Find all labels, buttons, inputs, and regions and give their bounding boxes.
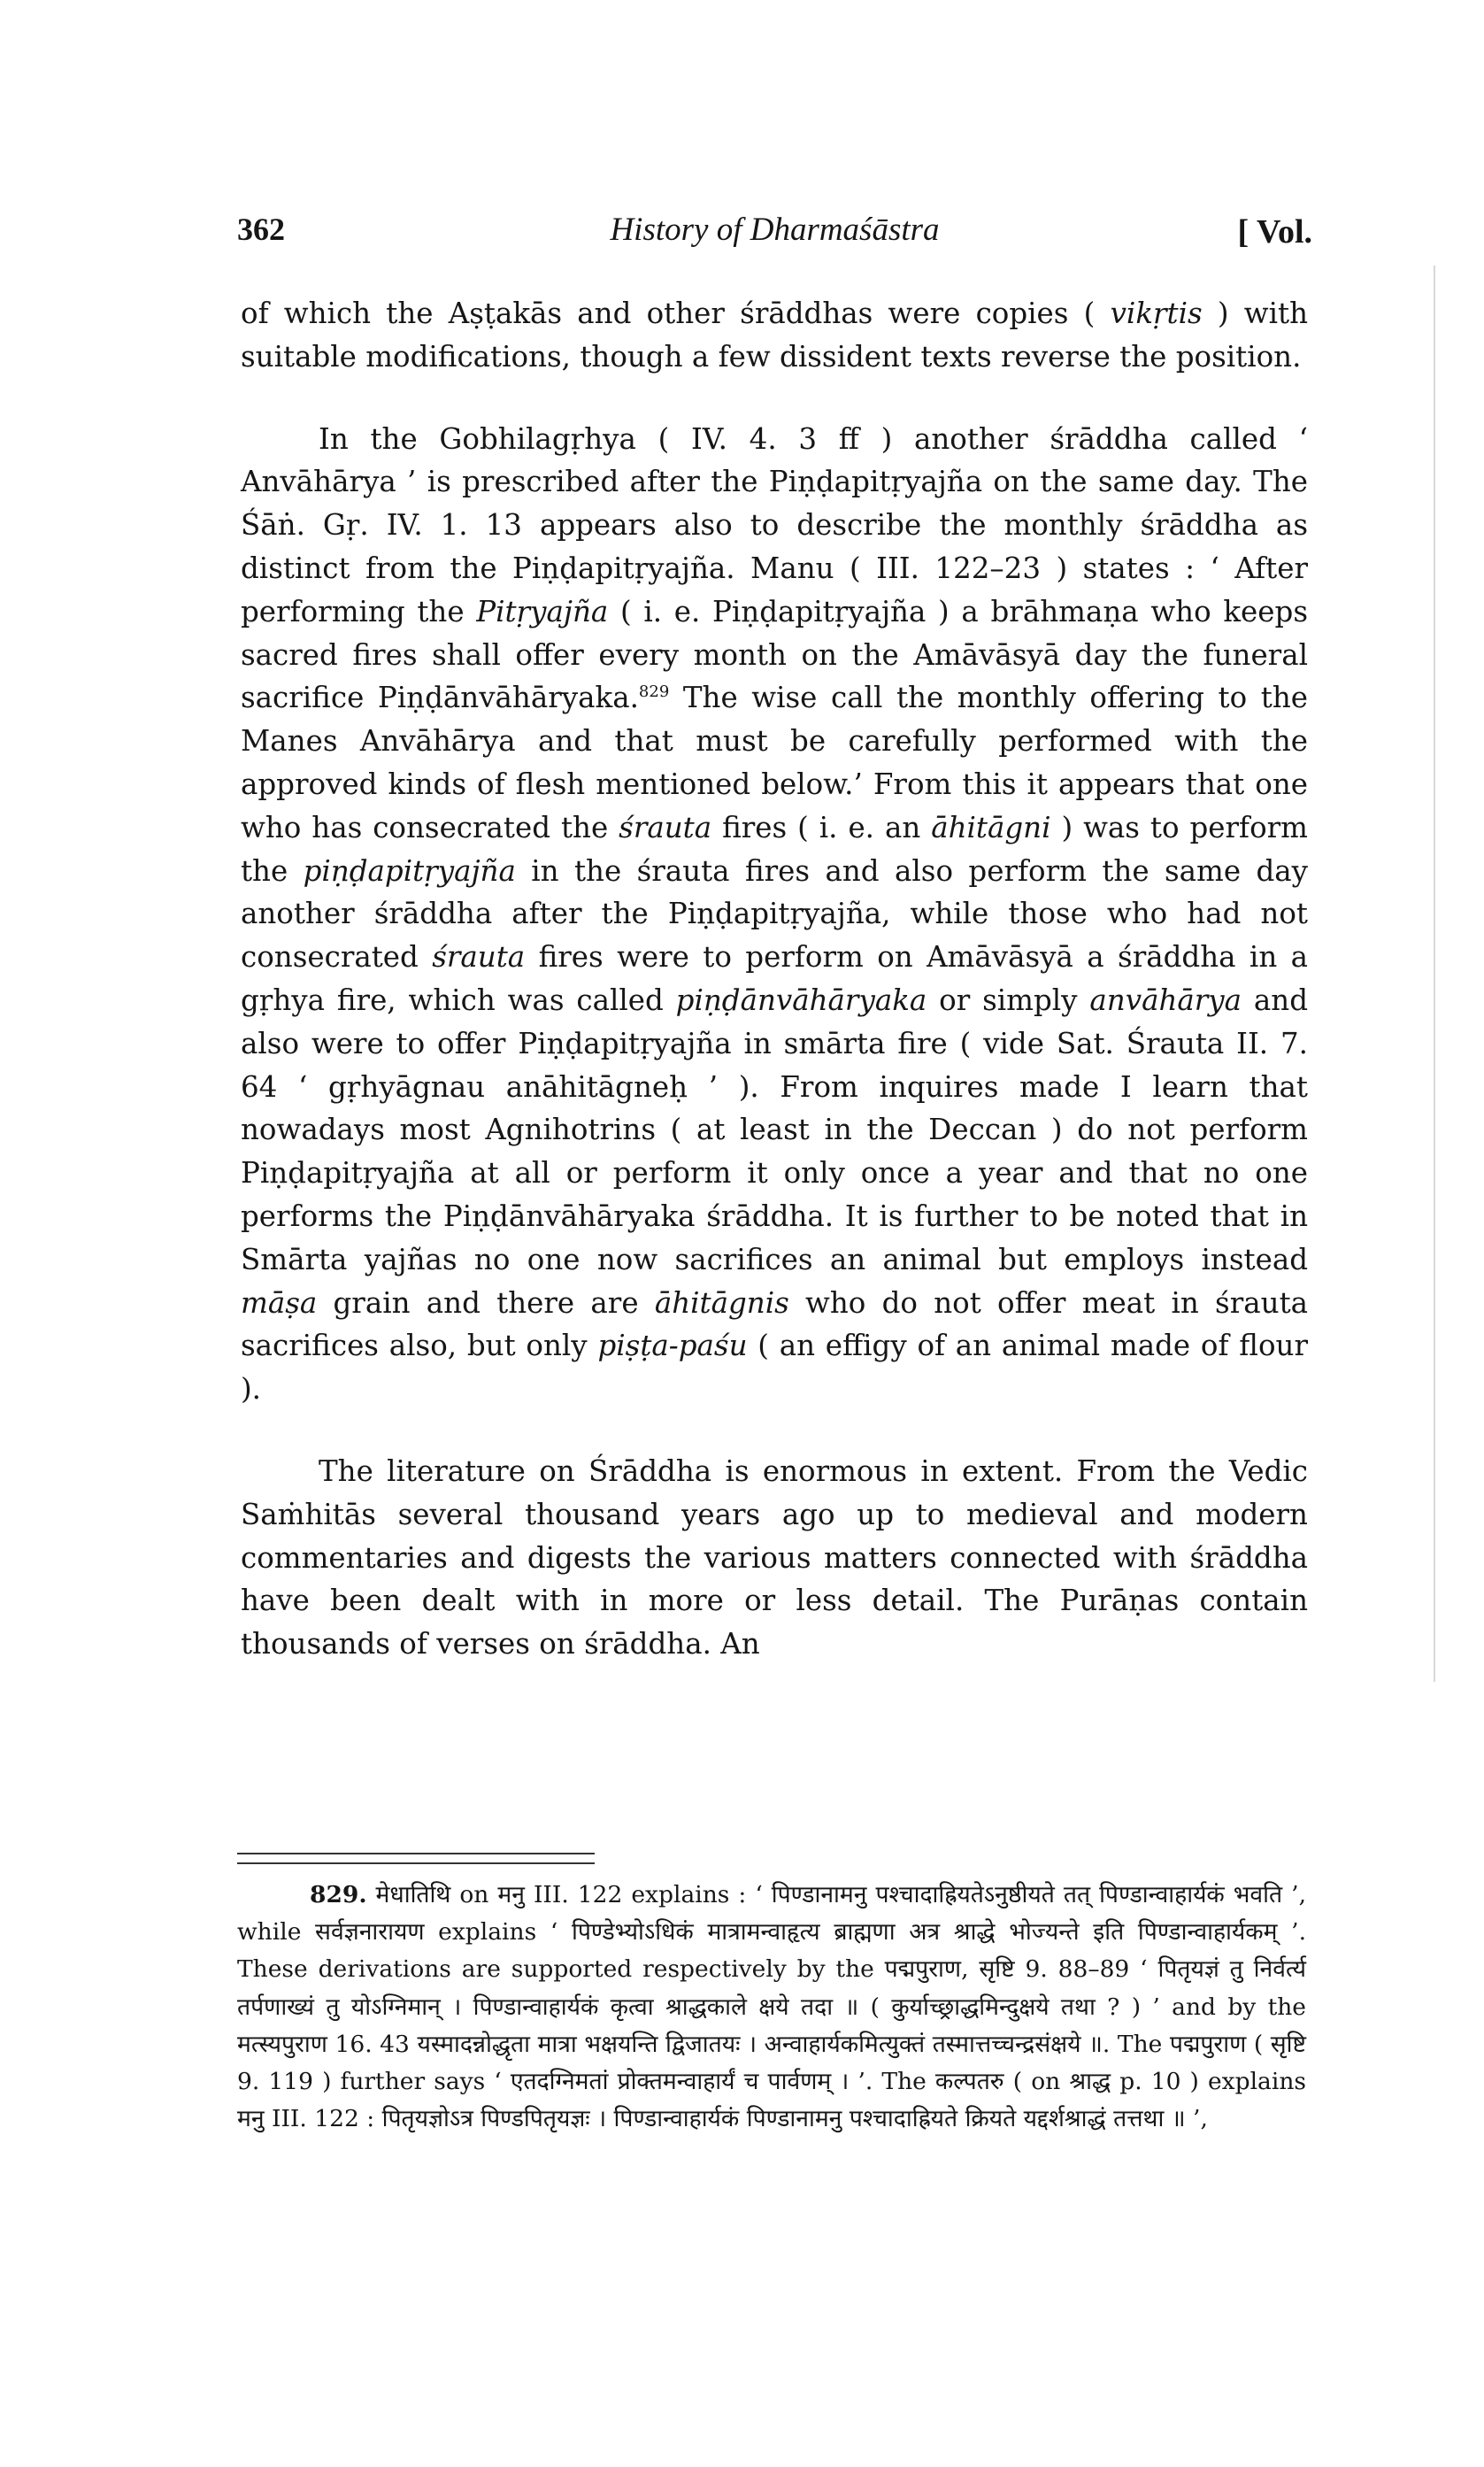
paragraph	[241, 418, 1308, 1411]
text-run: fires were to perform on Amāvāsyā a śrāddha in a gṛhya fire, which was called	[241, 940, 1309, 1017]
text-run: The wise call the monthly offering to the Manes Anvāhārya and that must be carefully performed with the approved kinds of flesh mentioned below.’ From this it appears that one who has consecrated the	[241, 681, 1308, 844]
italic-term: Pitṛyajña	[476, 594, 609, 628]
italic-term: piṇḍapitṛyajña	[303, 853, 516, 888]
volume-label: [ Vol.	[1237, 213, 1312, 251]
text-run: who do not offer meat in śrauta sacrifices also, but only	[241, 1285, 1309, 1363]
text-run: ) was to perform the	[241, 810, 1308, 888]
text-run: The literature on Śrāddha is enormous in extent. From the Vedic Saṁhitās several thousand years ago up to medieval and modern commentaries and digests the various matters connected with śrāddha have been dealt with in more or less detail. The Purāṇas contain thousands of verses on śrāddha. An	[241, 1453, 1308, 1661]
text-run: fires ( i. e. an	[711, 810, 932, 844]
main-text	[241, 292, 1308, 1666]
footnote-ref: 829	[638, 682, 670, 702]
italic-term: māṣa	[241, 1285, 318, 1320]
scan-edge-line	[1434, 266, 1435, 1682]
italic-term: śrauta	[619, 810, 712, 844]
italic-term: śrauta	[432, 940, 526, 975]
italic-term: piṇḍānvāhāryaka	[675, 983, 927, 1017]
text-run: and also were to offer Piṇḍapitṛyajña in smārta fire ( vide Sat. Śrauta II. 7. 64 ‘ gṛhyāgnau anāhitāgneḥ ’ ). From inquires made I learn that nowadays most Agnihotrins ( at least in the Deccan ) do not perform Piṇḍapitṛyajña at all or perform it only once a year and that no one performs the Piṇḍānvāhāryaka śrāddha. It is further to be noted that in Smārta yajñas no one now sacrifices an animal but employs instead	[241, 983, 1309, 1276]
text-run: ( i. e. Piṇḍapitṛyajña ) a brāhmaṇa who keeps sacred fires shall offer every month on the Amāvāsyā day the funeral sacrifice Piṇḍānvāhāryaka.	[241, 594, 1308, 715]
italic-term: piṣṭa-paśu	[597, 1329, 748, 1363]
italic-term: vikṛtis	[1110, 297, 1203, 330]
italic-term: anvāhārya	[1089, 983, 1242, 1017]
italic-term: āhitāgni	[931, 810, 1051, 844]
footnote-text	[237, 1881, 1306, 2132]
page-header	[237, 211, 1312, 264]
text-run: of which the Aṣṭakās and other śrāddhas were copies (	[241, 297, 1111, 330]
text-run: or simply	[927, 983, 1090, 1017]
paragraph	[241, 292, 1308, 379]
running-title: History of Dharmaśāstra	[610, 212, 940, 248]
footnote	[237, 1877, 1306, 2138]
footnote-number: 829.	[310, 1881, 367, 1908]
text-run: मेधातिथि on मनु III. 122 explains : ‘ पिण्डानामनु पश्चादाह्रियतेऽनुष्ठीयते तत् पिण्डान्वाहार्यकं भवति ’, while सर्वज्ञनारायण explains ‘ पिण्डेभ्योऽधिकं मात्रामन्वाहृत्य ब्राह्मणा अत्र श्राद्धे भोज्यन्ते इति पिण्डान्वाहार्यकम् ’. These derivations are supported respectively by the पद्मपुराण, सृष्टि 9. 88–89 ‘ पितृयज्ञं तु निर्वर्त्य तर्पणाख्यं तु योऽग्निमान् । पिण्डान्वाहार्यकं कृत्वा श्राद्धकाले क्षये तदा ॥ ( कुर्याच्छ्राद्धमिन्दुक्षये तथा ? ) ’ and by the मत्स्यपुराण 16. 43 यस्मादन्नोद्धृता मात्रा भक्षयन्ति द्विजातयः । अन्वाहार्यकमित्युक्तं तस्मात्तच्चन्द्रसंक्षये ॥. The पद्मपुराण ( सृष्टि 9. 119 ) further says ‘ एतदग्निमतां प्रोक्तमन्वाहार्यं च पार्वणम् । ’. The कल्पतरु ( on श्राद्ध p. 10 ) explains मनु III. 122 : पितृयज्ञोऽत्र पिण्डपितृयज्ञः । पिण्डान्वाहार्यकं पिण्डानामनु पश्चादाह्रियते क्रियते यद्दर्शश्राद्धं तत्तथा ॥ ’,	[237, 1881, 1306, 2133]
text-run: grain and there are	[317, 1285, 655, 1320]
text-run: ) with suitable modifications, though a few dissident texts reverse the position.	[241, 297, 1308, 374]
footnote-paragraph	[237, 1877, 1306, 2138]
paragraph	[241, 1450, 1308, 1666]
page-number: 362	[237, 212, 285, 247]
footnote-divider	[237, 1853, 595, 1864]
italic-term: āhitāgnis	[654, 1285, 789, 1320]
text-run: in the śrauta fires and also perform the same day another śrāddha after the Piṇḍapitṛyajña, while those who had not consecrated	[241, 853, 1308, 975]
text-run: ( an effigy of an animal made of flour ).	[241, 1329, 1308, 1407]
text-run: In the Gobhilagṛhya ( IV. 4. 3 ff ) another śrāddha called ‘ Anvāhārya ’ is prescribed after the Piṇḍapitṛyajña on the same day. The Śāṅ. Gṛ. IV. 1. 13 appears also to describe the monthly śrāddha as distinct from the Piṇḍapitṛyajña. Manu ( III. 122–23 ) states : ‘ After performing the	[241, 421, 1308, 628]
